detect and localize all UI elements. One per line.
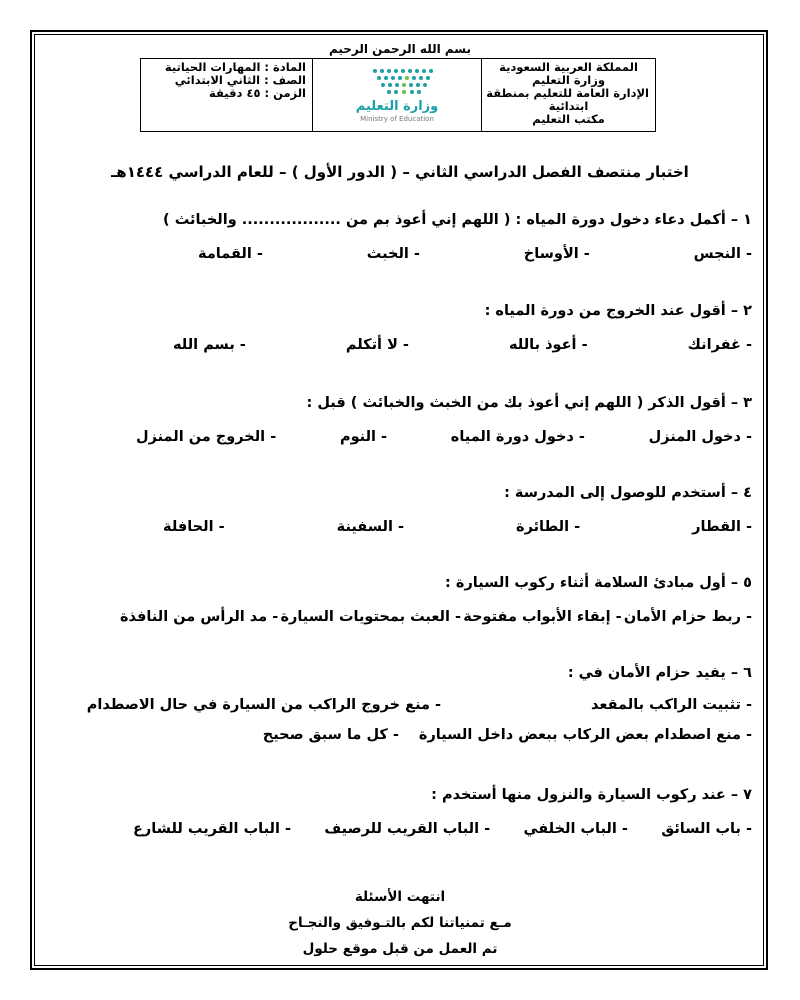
options-row [48,727,752,743]
option[interactable]: - القطار [692,519,752,535]
question-text: ٧ – عند ركوب السيارة والنزول منها أستخدم : [431,787,752,803]
exam-title: اختبار منتصف الفصل الدراسي الثاني – ( الدور الأول ) – للعام الدراسي ١٤٤٤هـ [111,163,689,181]
logo-name: وزارة التعليم [355,99,439,114]
options-row [48,246,752,262]
basmala: بسم الله الرحمن الرحيم [328,42,472,56]
options-row [48,697,752,713]
option[interactable]: - القمامة [198,246,263,262]
header-grade: الصف : الثاني الابتدائي [174,73,306,87]
question-3 [48,395,752,445]
option[interactable]: - تثبيت الراكب بالمقعد [591,697,752,713]
question-text: ٢ – أقول عند الخروج من دورة المياه : [484,303,752,319]
question-6 [48,665,752,743]
header-time: الزمن : ٤٥ دقيقة [209,86,306,100]
footer-end-note: انتهت الأسئلة [354,889,446,905]
option[interactable]: - مد الرأس من النافذة [120,609,279,625]
header-line: وزارة التعليم [532,73,605,87]
header-line: ابتدائية [548,99,589,113]
options-row [48,429,752,445]
option[interactable]: - النجس [693,246,752,262]
option[interactable]: - الباب الخلفي [523,821,628,837]
option[interactable]: - الأوساخ [523,246,590,262]
option[interactable]: - دخول دورة المياه [450,429,585,445]
option[interactable]: - إبقاء الأبواب مفتوحة [463,609,622,625]
question-4 [48,485,752,535]
options-row [48,609,752,625]
option[interactable]: - كل ما سبق صحيح [262,727,399,743]
question-2 [48,303,752,353]
question-text: ٦ – يفيد حزام الأمان في : [567,665,752,681]
logo-subtitle: Ministry of Education [360,115,434,123]
footer [0,884,800,962]
question-text: ٣ – أقول الذكر ( اللهم إني أعوذ بك من الخبث والخبائث ) قبل : [306,395,752,411]
question-1 [48,212,752,262]
header-line: المملكة العربية السعودية [499,60,638,74]
option[interactable]: - منع اصطدام بعض الركاب ببعض داخل السيارة [418,727,752,743]
question-7 [48,787,752,837]
option[interactable]: - ربط حزام الأمان [623,609,752,625]
option[interactable]: - الباب القريب للشارع [133,821,291,837]
header-subject: المادة : المهارات الحياتية [164,60,306,74]
option[interactable]: - النوم [339,429,388,445]
option[interactable]: - لا أتكلم [345,337,409,353]
header-logo-cell [312,59,481,131]
option[interactable]: - السفينة [336,519,404,535]
logo-dots-icon [369,67,439,95]
option[interactable]: - دخول المنزل [648,429,752,445]
header-ministry-block [481,59,655,131]
ministry-logo [337,65,457,125]
option[interactable]: - بسم الله [173,337,246,353]
question-text: ٤ – أستخدم للوصول إلى المدرسة : [504,485,752,501]
option[interactable]: - العبث بمحتويات السيارة [280,609,462,625]
option[interactable]: - الطائرة [516,519,581,535]
option[interactable]: - منع خروج الراكب من السيارة في حال الاصطدام [86,697,442,713]
question-5 [48,575,752,625]
option[interactable]: - الخروج من المنزل [136,429,277,445]
header-line: مكتب التعليم [532,112,605,126]
footer-wishes: مـع تمنياتنا لكم بالتـوفيق والنجـاح [288,915,512,931]
header-table [140,58,656,132]
option[interactable]: - باب السائق [661,821,752,837]
option[interactable]: - الباب القريب للرصيف [324,821,491,837]
options-row [48,519,752,535]
header-subject-block [141,59,312,131]
option[interactable]: - الحافلة [163,519,225,535]
options-row [48,821,752,837]
question-text: ١ – أكمل دعاء دخول دورة المياه : ( اللهم إني أعوذ بم من .................. والخبائث ) [163,212,752,228]
option[interactable]: - غفرانك [687,337,752,353]
option[interactable]: - الخبث [366,246,420,262]
options-row [48,337,752,353]
footer-credit: تم العمل من قبل موقع حلول [302,941,498,957]
question-text: ٥ – أول مبادئ السلامة أثناء ركوب السيارة : [445,575,752,591]
header-line: الإدارة العامة للتعليم بمنطقة [486,86,649,100]
option[interactable]: - أعوذ بالله [509,337,588,353]
